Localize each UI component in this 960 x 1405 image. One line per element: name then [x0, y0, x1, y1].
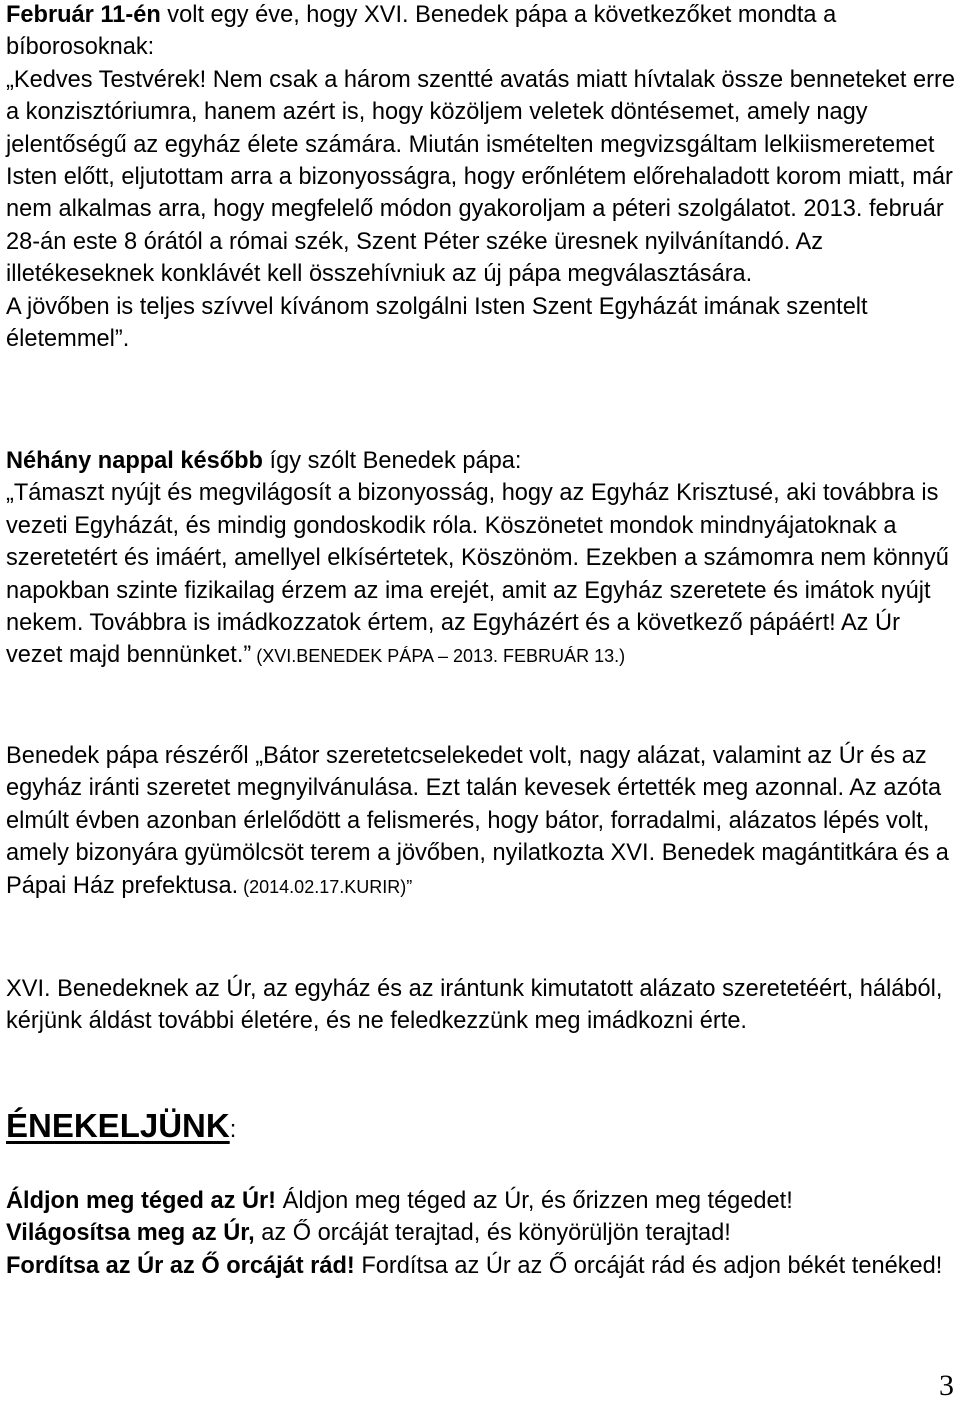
pope-quote-closing: A jövőben is teljes szívvel kívánom szolgálni Isten Szent Egyházát imának szentelt életemmel”. — [6, 293, 868, 353]
song-line2-bold: Világosítsa meg az Úr, — [6, 1220, 255, 1247]
song-line1-bold: Áldjon meg téged az Úr! — [6, 1188, 277, 1214]
section-heading — [6, 1106, 236, 1150]
farewell-lead: Néhány nappal később — [6, 448, 263, 474]
pope-quote: „Kedves Testvérek! Nem csak a három szentté avatás miatt hívtalak össze benneteket erre a konzisztóriumra, hanem azért is, hogy közöljem veletek döntésemet, amely nagy jelentőségű az egyház élete számára. Miután ismételten megvizsgáltam lelkiismeretemet Isten előtt, eljutottam arra a bizonyosságra, hogy erőnlétem előrehaladott korom miatt, már nem alkalmas arra, hogy megfelelő módon gyakoroljam a péteri szolgálatot. 2013. február 28-án este 8 órától a római szék, Szent Péter széke üresnek nyilvánítandó. Az illetékeseknek konklávét kell összehívniuk az új pápa megválasztására. — [6, 66, 956, 288]
page-number: 3 — [939, 1369, 954, 1402]
prayer-request-text: XVI. Benedeknek az Úr, az egyház és az irántunk kimutatott alázato szeretetéért, hálából, kérjünk áldást további életére, és ne feledkezzünk meg imádkozni érte. — [6, 976, 943, 1035]
song-line3-bold: Fordítsa az Úr az Ő orcáját rád! — [6, 1252, 355, 1279]
paragraph-farewell — [6, 445, 956, 673]
farewell-intro: így szólt Benedek pápa: — [262, 448, 522, 474]
paragraph-announcement — [6, 0, 956, 355]
farewell-source: (XVI.BENEDEK PÁPA – 2013. FEBRUÁR 13.) — [251, 646, 626, 667]
paragraph-secretary-statement — [6, 740, 956, 903]
paragraph-prayer-request — [6, 973, 956, 1038]
date-lead: Február 11-én — [6, 2, 161, 28]
song-line1-rest: Áldjon meg téged az Úr, és őrizzen meg tégedet! — [276, 1188, 793, 1214]
secretary-statement-source: (2014.02.17.KURIR)” — [238, 876, 413, 897]
heading-colon: : — [229, 1117, 237, 1143]
announcement-intro: volt egy éve, hogy XVI. Benedek pápa a következőket mondta a bíborosoknak: — [6, 2, 837, 61]
farewell-quote: „Támaszt nyújt és megvilágosít a bizonyosság, hogy az Egyház Krisztusé, aki továbbra is vezeti Egyházát, és mindig gondoskodik róla. Köszönetet mondok mindnyájatoknak a szeretetért és imáért, amellyel elkísértetek, Köszönöm. Ezekben a számomra nem könnyű napokban szinte fizikailag érzem az ima erejét, amit az Egyház szeretete és imátok nyújt nekem. Továbbra is imádkozzatok értem, az Egyházért és a következő pápáért! Az Úr vezet majd bennünket.” — [6, 480, 949, 669]
song-line3-rest: Fordítsa az Úr az Ő orcáját rád és adjon békét tenéked! — [354, 1252, 943, 1279]
song-line2-rest: az Ő orcáját terajtad, és könyörüljön terajtad! — [254, 1220, 731, 1247]
song-lyrics — [6, 1185, 956, 1282]
heading-text: ÉNEKELJÜNK — [6, 1107, 230, 1144]
secretary-statement-text: Benedek pápa részéről „Bátor szeretetcselekedet volt, nagy alázat, valamint az Úr és az egyház iránti szeretet megnyilvánulása. Ezt talán kevesek értették meg azonnal. Az azóta elmúlt évben azonban érlelődött a felismerés, hogy bátor, forradalmi, alázatos lépés volt, amely bizonyára gyümölcsöt terem a jövőben, nyilatkozta XVI. Benedek magántitkára és a Pápai Ház prefektusa. — [6, 743, 949, 899]
